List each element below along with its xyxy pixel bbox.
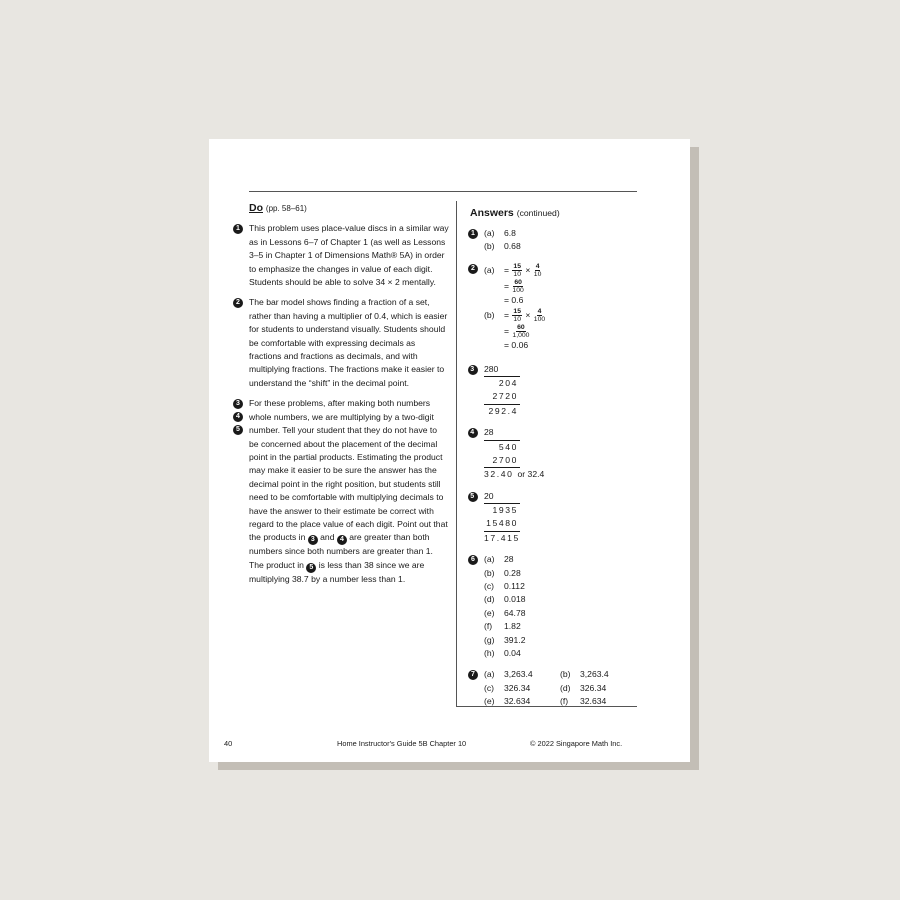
answer-label: (f) <box>484 621 493 632</box>
answer-row <box>484 682 640 695</box>
answer-value: 0.018 <box>504 594 526 605</box>
denominator: 1,000 <box>512 332 530 340</box>
fraction <box>512 308 522 323</box>
answer-value: 0.04 <box>504 647 521 658</box>
answer-label: (e) <box>484 696 495 707</box>
denominator: 10 <box>513 271 521 279</box>
answer-label: (d) <box>560 682 571 693</box>
denominator: 100 <box>512 287 524 295</box>
do-paragraph-2-text: The bar model shows finding a fraction of a set, rather than having a multiplier of 0.4, which is easier for students to understand visually. Students should be comfortable with expressing decimals as fractions and fractions as decimals, and with multiplying fractions. The fractions make it easier to understand the “shift” in the decimal point. <box>249 297 448 388</box>
answer-value: 280 <box>484 363 499 374</box>
equals-sign: = <box>504 280 510 291</box>
answer-5 <box>470 490 640 546</box>
do-paragraph-3-text-b: are greater than both numbers since both numbers are greater than 1. The product in <box>249 532 433 570</box>
document-page <box>209 139 690 762</box>
answer-label: (g) <box>484 634 495 645</box>
answer-label: (b) <box>484 241 495 252</box>
answer-value: 32.634 <box>580 696 607 707</box>
answer-label: (b) <box>484 310 495 321</box>
answer-3 <box>470 363 640 419</box>
answer-value: 32.634 <box>504 696 531 707</box>
answer-row <box>484 593 640 606</box>
answer-value: 391.2 <box>504 634 526 645</box>
equals-sign: = <box>504 264 510 275</box>
answer-row <box>484 323 640 339</box>
fraction <box>534 263 542 278</box>
problem-number-3: 3 <box>233 399 243 409</box>
do-section <box>236 202 449 593</box>
answers-title: Answers <box>470 207 514 219</box>
answer-row <box>484 553 640 566</box>
denominator: 10 <box>513 316 521 324</box>
answer-value: 326.34 <box>580 682 607 693</box>
answer-number-6: 6 <box>468 555 478 565</box>
answer-label: (c) <box>484 581 495 592</box>
partial-product: 2700 <box>492 454 518 465</box>
product: 292.4 <box>488 405 518 416</box>
answer-value: 0.68 <box>504 241 521 252</box>
top-rule <box>249 191 637 192</box>
denominator: 100 <box>533 316 546 324</box>
numerator: 15 <box>513 263 521 271</box>
problem-number-5: 5 <box>233 425 243 435</box>
answer-number-4: 4 <box>468 428 478 438</box>
column-divider <box>456 201 457 706</box>
answer-value: 3,263.4 <box>580 669 609 680</box>
do-heading <box>249 202 449 215</box>
partial-product: 540 <box>498 441 518 452</box>
do-title: Do <box>249 202 263 214</box>
denominator: 10 <box>533 271 542 279</box>
answer-label: (a) <box>484 264 495 275</box>
answer-value: 6.8 <box>504 228 516 238</box>
answer-label: (f) <box>560 696 569 707</box>
answer-row <box>484 307 640 323</box>
answer-row <box>484 567 640 580</box>
answer-row <box>484 468 640 481</box>
answers-section <box>470 207 640 717</box>
fraction <box>512 263 522 278</box>
equals-sign: = <box>504 310 510 321</box>
answer-4 <box>470 426 640 482</box>
answer-row <box>484 278 640 294</box>
inline-number-3: 3 <box>308 535 318 545</box>
answer-number-5: 5 <box>468 492 478 502</box>
do-paragraph-3 <box>236 397 449 586</box>
fraction <box>512 279 523 294</box>
do-paragraph-3-text-a: For these problems, after making both numbers whole numbers, we are multiplying by a two-digit number. Tell your student that they do not have to be concerned about the placement of the decimal point in the partial products. Estimating the product may make it easier to be sure the answer has the decimal point in the right position, but students still need to be comfortable with multiplying decimals to have the answer to their estimate be correct with regard to the place value of each digit. Point out that the products in <box>249 398 448 543</box>
answer-number-7: 7 <box>468 670 478 680</box>
answer-label: (d) <box>484 594 495 605</box>
numerator: 60 <box>517 324 525 332</box>
answers-continued: (continued) <box>516 208 560 218</box>
answer-2 <box>470 262 640 353</box>
problem-number-2: 2 <box>233 298 243 308</box>
answer-row <box>484 607 640 620</box>
answer-value: 64.78 <box>504 607 526 618</box>
do-paragraph-3-and: and <box>320 532 335 543</box>
answer-1 <box>470 227 640 254</box>
answer-label: (b) <box>560 669 571 680</box>
numerator: 60 <box>514 279 522 287</box>
answer-note: or 32.4 <box>517 469 545 480</box>
do-paragraph-1-text: This problem uses place-value discs in a similar way as in Lessons 6–7 of Chapter 1 (as well as Lessons 3–5 in Chapter 1 of Dimensions Math® 5A) in order to emphasize the changes in value of each digit. Students should be able to solve 34 × 2 mentally. <box>249 223 449 288</box>
answer-label: (b) <box>484 567 495 578</box>
times-sign: × <box>525 310 531 321</box>
answer-value: 28 <box>484 427 494 438</box>
footer-guide-title: Home Instructor's Guide 5B Chapter 10 <box>337 739 467 748</box>
answer-row <box>484 227 640 240</box>
answer-row: = 0.6 <box>504 294 524 305</box>
answers-heading <box>470 207 640 219</box>
page-number: 40 <box>224 739 233 748</box>
answer-row <box>484 580 640 593</box>
answer-label: (e) <box>484 607 495 618</box>
answer-label: (h) <box>484 647 495 658</box>
answer-label: (c) <box>484 682 495 693</box>
do-paragraph-2 <box>236 296 449 390</box>
partial-product: 2720 <box>492 391 518 402</box>
numerator: 15 <box>513 308 521 316</box>
answer-number-2: 2 <box>468 264 478 274</box>
do-paragraph-1 <box>236 222 449 289</box>
answer-7 <box>470 668 640 708</box>
answer-row <box>484 695 640 708</box>
numerator: 4 <box>535 263 540 271</box>
product: 32.40 <box>484 469 514 480</box>
partial-product: 15480 <box>486 518 518 529</box>
answer-label: (a) <box>484 228 495 238</box>
answer-row <box>484 620 640 633</box>
answer-value: 326.34 <box>504 682 531 693</box>
answer-row <box>484 647 640 660</box>
do-paragraph-3-text-c: is less than 38 since we are multiplying 38.7 by a number less than 1. <box>249 559 425 584</box>
fraction <box>512 324 529 339</box>
equals-sign: = <box>504 326 510 337</box>
numerator: 4 <box>537 308 542 316</box>
answer-row <box>484 668 640 681</box>
product: 17.415 <box>484 532 520 543</box>
answer-row: = 0.06 <box>504 340 529 351</box>
times-sign: × <box>525 264 531 275</box>
problem-number-1: 1 <box>233 224 243 234</box>
inline-number-5: 5 <box>306 563 316 573</box>
do-pages: (pp. 58–61) <box>265 204 307 213</box>
answer-value: 0.28 <box>504 567 521 578</box>
fraction <box>534 308 545 323</box>
answer-6 <box>470 553 640 660</box>
answer-row <box>484 240 640 253</box>
answer-value: 0.112 <box>504 581 525 592</box>
answer-value: 3,263.4 <box>504 669 533 680</box>
answer-number-3: 3 <box>468 365 478 375</box>
answer-value: 1.82 <box>504 621 521 632</box>
problem-number-4: 4 <box>233 412 243 422</box>
answer-row <box>484 262 640 278</box>
answer-value: 28 <box>504 554 514 565</box>
answer-value: 20 <box>484 490 494 501</box>
partial-product: 204 <box>498 377 518 388</box>
inline-number-4: 4 <box>337 535 347 545</box>
answer-label: (a) <box>484 669 495 680</box>
answer-row <box>484 634 640 647</box>
footer-copyright: © 2022 Singapore Math Inc. <box>530 739 623 748</box>
partial-product: 1935 <box>492 505 518 516</box>
answer-number-1: 1 <box>468 229 478 239</box>
answer-label: (a) <box>484 554 495 565</box>
